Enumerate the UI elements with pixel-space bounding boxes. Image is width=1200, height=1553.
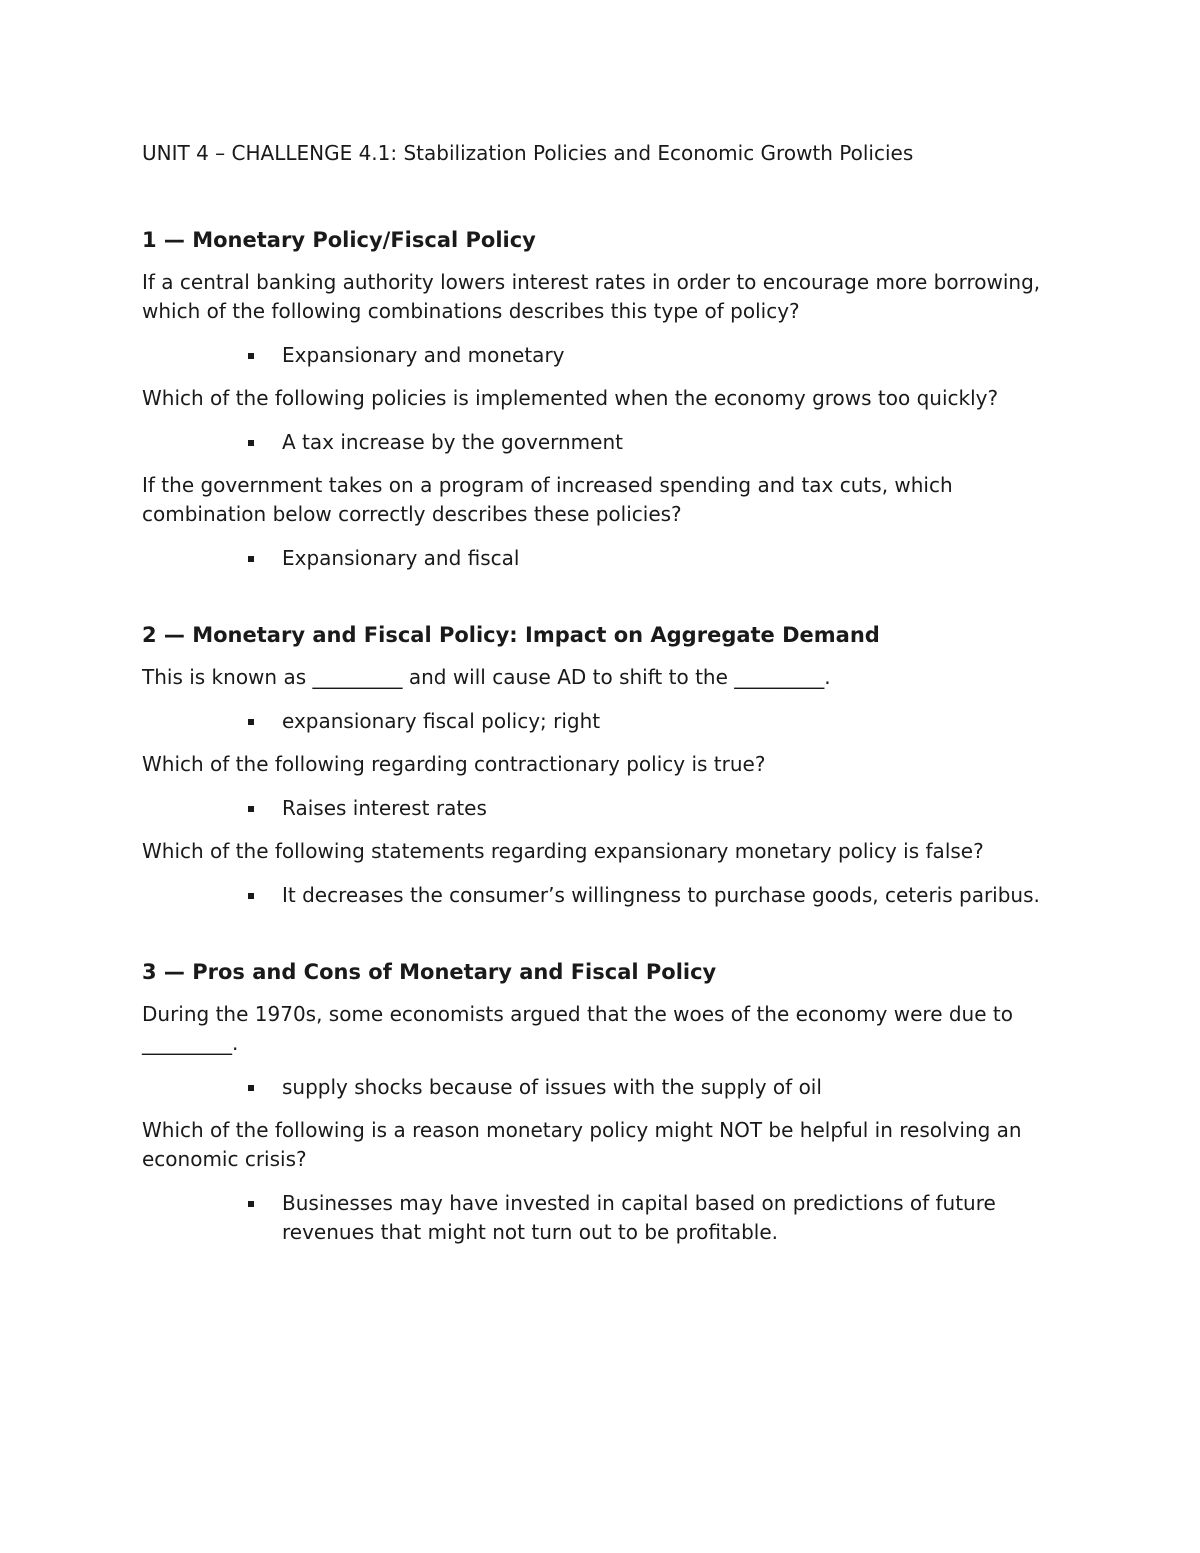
answer-text: It decreases the consumer’s willingness to purchase goods, ceteris paribus. bbox=[282, 883, 1040, 907]
section-heading: 2 — Monetary and Fiscal Policy: Impact on Aggregate Demand bbox=[142, 623, 880, 647]
question-block bbox=[142, 1000, 1062, 1102]
section-monetary-fiscal-policy bbox=[142, 225, 1062, 573]
answer-item bbox=[142, 428, 1062, 457]
answer-item bbox=[142, 341, 1062, 370]
answer-item bbox=[142, 881, 1062, 910]
question-block bbox=[142, 1116, 1062, 1247]
section-pros-cons bbox=[142, 957, 1062, 1247]
question-block bbox=[142, 837, 1062, 910]
question-text: During the 1970s, some economists argued that the woes of the economy were due to _________. bbox=[142, 1002, 1013, 1055]
section-aggregate-demand-impact bbox=[142, 620, 1062, 910]
question-text: If a central banking authority lowers interest rates in order to encourage more borrowing, which of the following combinations describes this type of policy? bbox=[142, 270, 1041, 323]
question-text: Which of the following is a reason monetary policy might NOT be helpful in resolving an economic crisis? bbox=[142, 1118, 1022, 1171]
question-text: Which of the following policies is implemented when the economy grows too quickly? bbox=[142, 386, 999, 410]
question-text: Which of the following statements regarding expansionary monetary policy is false? bbox=[142, 839, 984, 863]
answer-list bbox=[142, 544, 1062, 573]
square-bullet-icon bbox=[248, 893, 254, 899]
answer-list bbox=[142, 881, 1062, 910]
question-text: If the government takes on a program of increased spending and tax cuts, which combination below correctly describes these policies? bbox=[142, 473, 953, 526]
section-heading: 1 — Monetary Policy/Fiscal Policy bbox=[142, 228, 536, 252]
answer-list bbox=[142, 707, 1062, 736]
answer-text: expansionary fiscal policy; right bbox=[282, 709, 601, 733]
answer-text: Businesses may have invested in capital based on predictions of future revenues that might not turn out to be profitable. bbox=[282, 1191, 996, 1244]
question-block bbox=[142, 663, 1062, 736]
answer-item bbox=[142, 1189, 1062, 1247]
answer-item bbox=[142, 544, 1062, 573]
document-title: UNIT 4 – CHALLENGE 4.1: Stabilization Policies and Economic Growth Policies bbox=[142, 141, 914, 165]
square-bullet-icon bbox=[248, 353, 254, 359]
answer-list bbox=[142, 1073, 1062, 1102]
answer-list bbox=[142, 794, 1062, 823]
answer-text: Expansionary and fiscal bbox=[282, 546, 520, 570]
question-block bbox=[142, 471, 1062, 573]
square-bullet-icon bbox=[248, 556, 254, 562]
square-bullet-icon bbox=[248, 806, 254, 812]
question-text: Which of the following regarding contractionary policy is true? bbox=[142, 752, 766, 776]
question-block bbox=[142, 384, 1062, 457]
answer-item bbox=[142, 1073, 1062, 1102]
square-bullet-icon bbox=[248, 719, 254, 725]
answer-list bbox=[142, 341, 1062, 370]
square-bullet-icon bbox=[248, 1085, 254, 1091]
section-heading: 3 — Pros and Cons of Monetary and Fiscal Policy bbox=[142, 960, 717, 984]
question-block bbox=[142, 268, 1062, 370]
question-block bbox=[142, 750, 1062, 823]
document-body bbox=[142, 138, 1062, 1247]
answer-text: Raises interest rates bbox=[282, 796, 487, 820]
answer-item bbox=[142, 707, 1062, 736]
answer-text: Expansionary and monetary bbox=[282, 343, 565, 367]
square-bullet-icon bbox=[248, 440, 254, 446]
answer-text: supply shocks because of issues with the supply of oil bbox=[282, 1075, 822, 1099]
answer-list bbox=[142, 428, 1062, 457]
answer-item bbox=[142, 794, 1062, 823]
question-text: This is known as _________ and will cause AD to shift to the _________. bbox=[142, 665, 831, 689]
answer-list bbox=[142, 1189, 1062, 1247]
answer-text: A tax increase by the government bbox=[282, 430, 623, 454]
square-bullet-icon bbox=[248, 1201, 254, 1207]
